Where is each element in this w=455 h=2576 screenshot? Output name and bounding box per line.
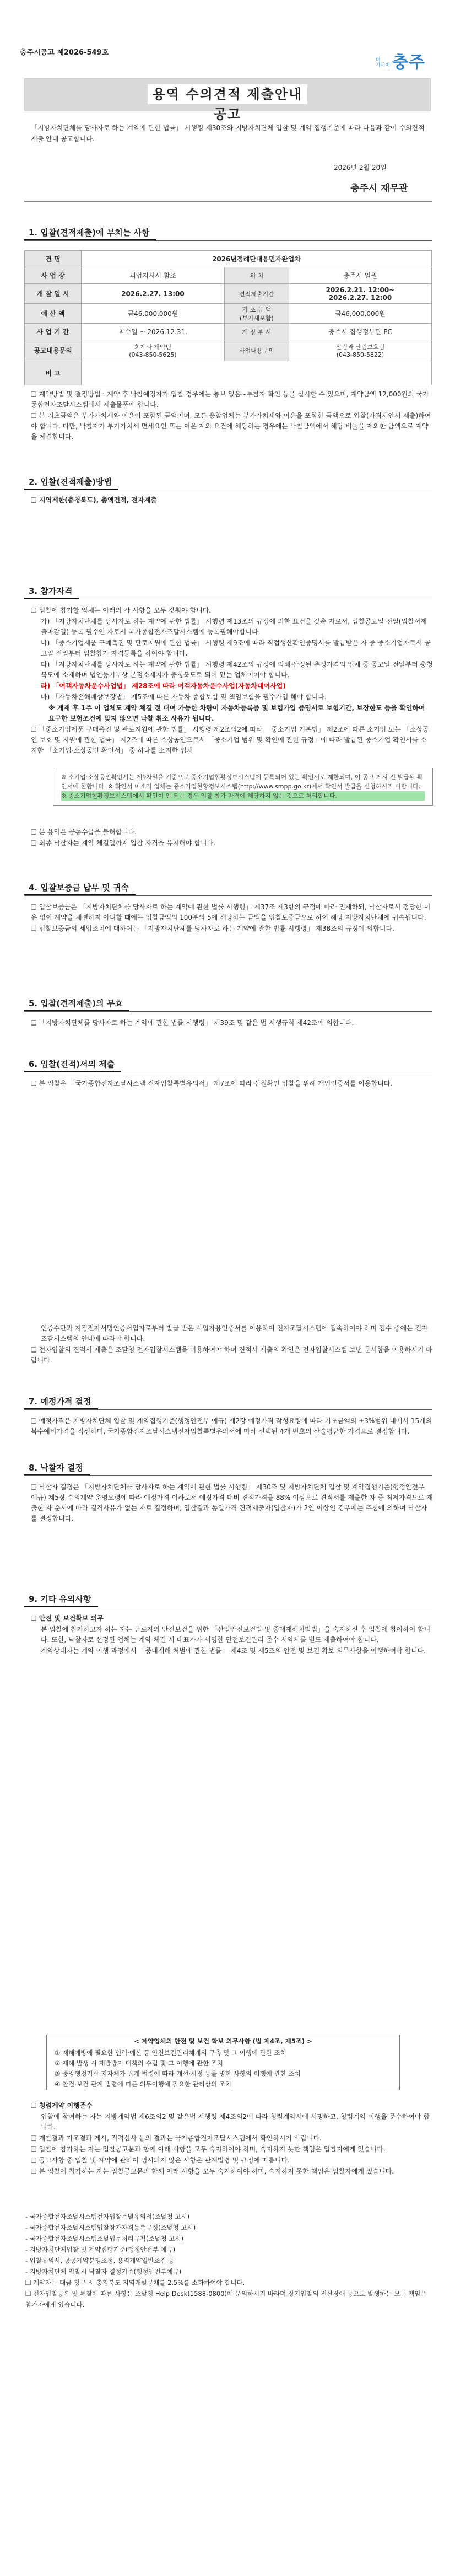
section-2-heading: 2. 입찰(견적제출)방법 bbox=[24, 475, 118, 490]
section-1-heading: 1. 입찰(견적제출)에 부치는 사항 bbox=[24, 226, 156, 240]
document-number: 충주시공고 제2026-549호 bbox=[20, 49, 109, 57]
logo-wordmark: 충주 bbox=[392, 53, 425, 72]
table-row: 공고내용문의 회계과 계약팀 (043-850-5625) 사업내용문의 산림과 산림보호팀 (043-850-5822) bbox=[25, 340, 432, 361]
divider bbox=[24, 201, 432, 202]
table-row: 비 고 bbox=[25, 361, 432, 385]
section-8-heading: 8. 낙찰자 결정 bbox=[24, 1461, 90, 1475]
table-row: 건 명 2026년정례단대응민자완업차 bbox=[25, 251, 432, 267]
section-3-tail: ❑ 본 용역은 공동수급을 불허합니다. ❑ 최종 낙찰자는 계약 체결일까지 입찰 자격을 유지해야 합니다. bbox=[31, 828, 215, 847]
chungju-logo bbox=[376, 40, 436, 73]
section-3-body: ❑ 입찰에 참가할 업체는 아래의 각 사항을 모두 갖춰야 합니다. 가) 「지방자치단체를 당사자로 하는 계약에 관한 법률」 시행령 제13조의 규정에 의한 요건을 갖춘 자로서, 입찰공고일 전일(입찰서제출마감일) 등록 필수인 자로서 국가종합전자조달시스템에 등록필해야합니다. 나) 「중소기업제품 구매촉진 및 판로지원에 관한 법률」 시행령 제9조에 따라 직접생산확인증명서를 발급받은 자 중 중소기업자로서 공고일 전일부터 입찰참가 자격등록을 하여야 합니다. 다) 「지방자치단체를 당사자로 하는 계약에 관한 법률」 시행령 제42조의 규정에 의해 산정된 추정가격의 업체 중 공고일 전일부터 충청북도에 소재하며 법인등기부상 본점소재지가 충청북도로 되어 있는 업체이어야 합니다. 라) 「여객자동차운수사업법」 제28조에 따라 여객자동차운수사업(자동차대여사업) 마) 「자동차손해배상보장법」 제5조에 따른 자동차 종합보험 및 책임보험을 필수가입 해야 합니다. ※ 게재 후 1주 이 업체도 계약 체결 전 대여 가능한 차량이 자동차등록증 및 보험가입 증명서로 보험기간, 보장한도 등을 확인하여 요구한 보험조건에 맞지 않으면 낙찰 취소 사유가 됩니다. ❑ 「중소기업제품 구매촉진 및 판로지원에 관한 법률」 시행령 제2조의2에 따라 「중소기업 기본법」 제2조에 따른 소기업 또는 「소상공인 보호 및 지원에 관한 법률」 제2조에 따른 소상공인으로서 「중소기업 범위 및 확인에 관한 규정」에 따라 발급된 중소기업 확인서를 소지한 「소기업·소상공인 확인서」 중 하나를 소지한 업체 bbox=[31, 607, 433, 754]
section-4-heading: 4. 입찰보증금 납부 및 귀속 bbox=[24, 881, 136, 895]
safety-duties-box: < 계약업체의 안전 및 보건 확보 의무사항 (법 제4조, 제5조) > ① 재해예방에 필요한 인력·예산 등 안전보건관리체계의 구축 및 그 이행에 관한 조치 ② 재해 발생 시 재발방지 대책의 수립 및 그 이행에 관한 조치 ③ 중앙행정기관·지자체가 관계 법령에 따라 개선·시정 등을 명한 사항의 이행에 관한 조치 ④ 안전·보건 관계 법령에 따른 의무이행에 필요한 관리상의 조치 bbox=[46, 2035, 400, 2090]
page-title: 용역 수의견적 제출안내 공고 bbox=[148, 84, 307, 104]
issuer-name: 충주시 재무관 bbox=[350, 183, 408, 194]
table-row: 사 업 기 간 착수일 ~ 2026.12.31. 계 정 부 서 충주시 집행정부관 PC bbox=[25, 324, 432, 340]
logo-slogan: 더 가까이 bbox=[376, 57, 391, 68]
reference-list: - 국가종합전자조달시스템전자입찰특별유의서(조달청 고시) - 국가종합전자조달시스템입찰참가자격등록규정(조달청 고시) - 국가종합전자조달시스템조달업무처리규칙(조달청 고시) - 지방자치단체입찰 및 계약집행기준(행정안전부 예규) - 입찰유의서, 공공계약분쟁조정, 용역계약일반조건 등 - 지방자치단체 입찰시 낙찰자 결정기준(행정안전부예규) ❑ 계약자는 대금 청구 시 충청북도 지역개발공채를 2.5%를 소화하여야 합니다. ❑ 전자입찰등록 및 투찰에 따른 사항은 조달청 Help Desk(1588-0800)에 문의하시기 바라며 장기입찰의 전산장애 등으로 발생하는 모든 책임은 참가자에게 있습니다. bbox=[25, 2213, 427, 2309]
section-9-heading: 9. 기타 유의사항 bbox=[24, 1592, 98, 1607]
section-6-heading: 6. 입찰(견적)서의 제출 bbox=[24, 1058, 121, 1072]
table-row: 개 찰 일 시 2026.2.27. 13:00 견적제출기간 2026.2.21. 12:00~ 2026.2.27. 12:00 bbox=[25, 284, 432, 304]
section-7-body: ❑ 예정가격은 지방자치단체 입찰 및 계약집행기준(행정안전부 예규) 제2장 예정가격 작성요령에 따라 기초금액의 ±3%범위 내에서 15개의 복수예비가격을 작성하며, 국가종합전자조달시스템전자입찰특별유의서에 따라 선택된 4개 번호의 산술평균한 가격으로 결정합니다. bbox=[31, 1417, 432, 1435]
section-7-heading: 7. 예정가격 결정 bbox=[24, 1395, 98, 1409]
section-3-heading: 3. 참가자격 bbox=[24, 584, 79, 599]
section-9-body: ❑ 안전 및 보건확보 의무 본 입찰에 참가하고자 하는 자는 근로자의 안전보건을 위한 「산업안전보건법 및 중대재해처벌법」을 숙지하신 후 입찰에 참여하여 합니다. 또한, 낙찰자로 선정된 업체는 계약 체결 시 대표자가 서명한 안전보건관리 준수 서약서를 별도 제출하여야 합니다. 계약상대자는 계약 이행 과정에서 「중대재해 처벌에 관한 법률」 제4조 및 제5조의 안전 및 보건 확보 의무사항을 이행하여야 합니다. bbox=[31, 1614, 431, 1655]
section-6-body-2: 인증수단과 지정전자서명인증서업자로부터 발급 받은 사업자용인증서를 이용하여 전자조달시스템에 접속하여야 하며 점수 중에는 전자조달시스템의 안내에 따라야 합니다. ❑ 전자입찰의 견적서 제출은 조달청 전자입찰시스템을 이용하여야 하며 견적서 제출의 확인은 전자입찰시스템 보낸 문서함을 이용하시기 바랍니다. bbox=[31, 1324, 432, 1364]
title-band bbox=[24, 78, 431, 122]
notice-date: 2026년 2월 20일 bbox=[334, 164, 387, 171]
section-2-body: ❑ 지역제한(충청북도), 총액견적, 전자계출 bbox=[31, 496, 157, 504]
section-6-body: ❑ 본 입찰은 「국가종합전자조달시스템 전자입찰특별유의서」 제7조에 따라 신원확인 입찰을 위해 개인인증서를 이용합니다. bbox=[31, 1080, 393, 1087]
section-9-body-2: ❑ 청렴계약 이행준수 입찰에 참여하는 자는 지방계약법 제6조의2 및 같은법 시행령 제4조의2에 따라 청렴계약서에 서명하고, 청렴계약 이행을 준수하여야 합니다. ❑ 개찰결과 가조결과 게시, 적격심사 등의 결과는 국가종합전자조달시스템에서 확인하시기 바랍니다. ❑ 입찰에 참가하는 자는 입찰공고문과 함께 아래 사항을 모두 숙지하여야 하며, 숙지하지 못한 책임은 입찰자에게 있습니다. ❑ 공고사항 중 입찰 및 계약에 관하여 명시되지 않은 사항은 관계법령 및 규정에 따릅니다. ❑ 본 입찰에 참가하는 자는 입찰공고문과 함께 아래 사항을 모두 숙지하여야 하며, 숙지하지 못한 책임은 입찰자에게 있습니다. bbox=[31, 2102, 430, 2175]
section-1-body: ❑ 계약방법 및 결정방법 : 계약 후 낙찰예정자가 입찰 경우에는 통보 없음~투찰자 확인 등을 실시할 수 있으며, 계약금액 12,000원의 국가종합전자조달시스템에서 제출물품에 합니다. ❑ 본 기초금액은 부가가치세와 이윤이 포함된 금액이며, 모든 응찰업체는 부가가치세와 이윤을 포함한 금액으로 입찰(가격제안서 제출)하여야 합니다. 다만, 낙찰자가 부가가치세 면세요인 또는 이윤 계외 요건에 해당하는 경우에는 낙찰금액에서 해당 비율을 제외한 금액으로 계약을 체결합니다. bbox=[31, 390, 431, 441]
section-8-body: ❑ 낙찰자 결정은 「지방자치단체를 당사자로 하는 계약에 관한 법률 시행령」 제30조 및 지방자치단체 입찰 및 계약집행기준(행정안전부 예규) 제5장 수의계약 운영요령에 따라 예정가격 이하로서 예정가격 대비 견적가격을 88% 이상으로 견적서를 제출한 자 중 최저가격으로 제출한 자 순서에 따라 결격사유가 없는 자로 결정하며, 입찰결과 동일가격 견적제출자(입찰자)가 2인 이상인 경우에는 추첨에 의하여 낙찰자를 결정합니다. bbox=[31, 1483, 433, 1522]
section-5-body: ❑ 「지방자치단체를 당사자로 하는 계약에 관한 법률 시행령」 제39조 및 같은 법 시행규칙 제42조에 의합니다. bbox=[31, 1019, 354, 1027]
intro-text: 「지방자치단체를 당사자로 하는 계약에 관한 법률」 시행령 제30조와 지방자치단체 입찰 및 계약 집행기준에 따라 다음과 같이 수의견적 제출 안내 공고합니다. bbox=[31, 124, 425, 143]
table-row: 사 업 장 괴업지시서 참조 위 치 충주시 일원 bbox=[25, 267, 432, 284]
table-row: 예 산 액 금46,000,000원 기 초 금 액 (부가세포함) 금46,000,000원 bbox=[25, 304, 432, 324]
bid-info-table bbox=[24, 250, 432, 385]
qualification-note-box: ※ 소기업·소상공인확인서는 제9차일을 기준으로 중소기업현황정보시스템에 등록되어 있는 확인서로 제한되며, 이 공고 게시 전 발급된 확인서에 한합니다. ※ 확인서 미소지 업체는 중소기업현황정보시스템(http://www.smpp.go.kr)에서 확인서 발급을 신청하시기 바랍니다. ※ 중소기업현황정보시스템에서 확인이 안 되는 경우 입찰 참가 자격에 해당하지 않는 것으로 처리합니다. bbox=[53, 768, 433, 806]
section-4-body: ❑ 입찰보증금은 「지방자치단체를 당사자로 하는 계약에 관한 법률 시행령」 제37조 제3항의 규정에 따라 면제하되, 낙찰자로서 정당한 이유 없이 계약을 체결하지 아니할 때에는 입찰금액의 100분의 5에 해당하는 금액을 입찰보증금으로 하여 해당 지방자치단체에 귀속됩니다. ❑ 입찰보증금의 세입조치에 대하여는 「지방자치단체를 당사자로 하는 계약에 관한 법률 시행령」 제38조의 규정에 의합니다. bbox=[31, 903, 431, 932]
section-5-heading: 5. 입찰(견적제출)의 무효 bbox=[24, 997, 129, 1011]
